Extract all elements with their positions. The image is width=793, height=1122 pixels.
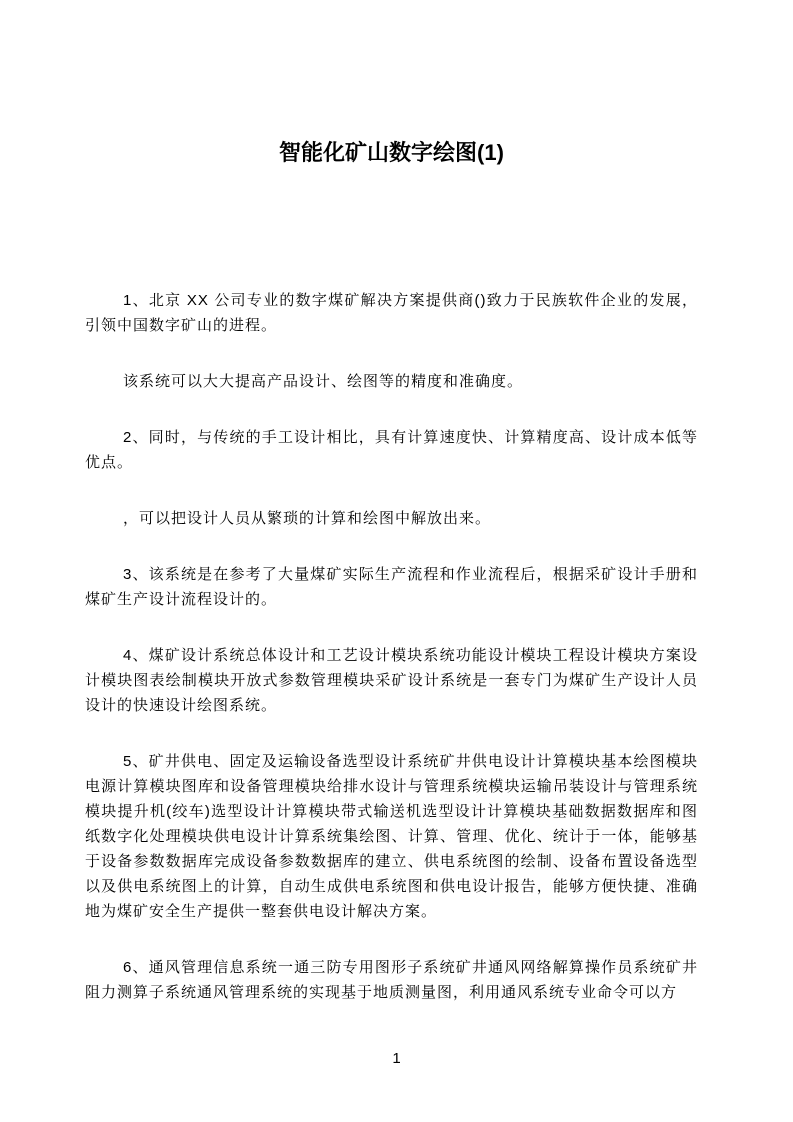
paragraph-7: 5、矿井供电、固定及运输设备选型设计系统矿井供电设计计算模块基本绘图模块电源计算模块图库和设备管理模块给排水设计与管理系统模块运输吊装设计与管理系统模块提升机(绞车)选型设计计算模块带式输送机选型设计计算模块基础数据数据库和图纸数字化处理模块供电设计计算系统集绘图、计算、管理、优化、统计于一体，能够基于设备参数数据库完成设备参数数据库的建立、供电系统图的绘制、设备布置设备选型以及供电系统图上的计算，自动生成供电系统图和供电设计报告，能够方便快捷、准确地为煤矿安全生产提供一整套供电设计解决方案。: [85, 753, 698, 920]
paragraph-4: ，可以把设计人员从繁琐的计算和绘图中解放出来。: [123, 510, 492, 527]
paragraph-3: 2、同时，与传统的手工设计相比，具有计算速度快、计算精度高、设计成本低等优点。: [85, 429, 698, 471]
page-number: 1: [392, 1050, 401, 1067]
paragraph-8: 6、通风管理信息系统一通三防专用图形子系统矿井通风网络解算操作员系统矿井阻力测算子系统通风管理系统的实现基于地质测量图，利用通风系统专业命令可以方: [85, 959, 698, 1001]
paragraph-5: 3、该系统是在参考了大量煤矿实际生产流程和作业流程后，根据采矿设计手册和煤矿生产设计流程设计的。: [85, 566, 698, 608]
document-title: 智能化矿山数字绘图(1): [279, 140, 504, 165]
paragraph-2: 该系统可以大大提高产品设计、绘图等的精度和准确度。: [123, 373, 524, 390]
document-content: [85, 0, 698, 1036]
paragraph-1: 1、北京 XX 公司专业的数字煤矿解决方案提供商()致力于民族软件企业的发展，引领中国数字矿山的进程。: [85, 292, 698, 334]
paragraph-6: 4、煤矿设计系统总体设计和工艺设计模块系统功能设计模块工程设计模块方案设计模块图表绘制模块开放式参数管理模块采矿设计系统是一套专门为煤矿生产设计人员设计的快速设计绘图系统。: [85, 647, 698, 714]
